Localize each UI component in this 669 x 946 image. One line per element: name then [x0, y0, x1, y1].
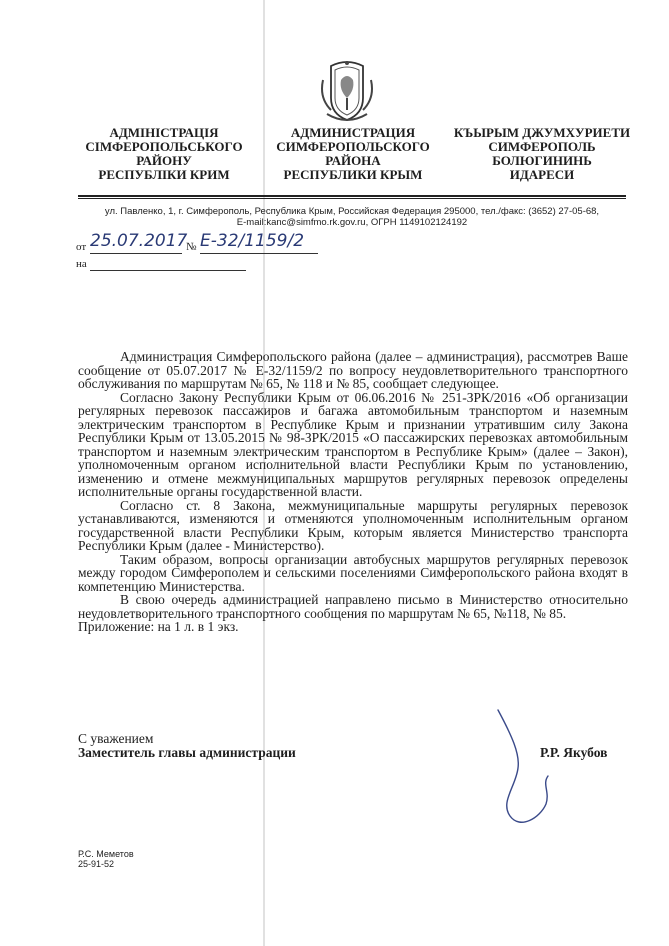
number-underline — [200, 253, 318, 254]
to-label: на — [76, 258, 87, 270]
handwritten-date: 25.07.2017 — [90, 231, 188, 251]
handwritten-number: Е-32/1159/2 — [200, 231, 305, 251]
executor-block — [78, 849, 134, 869]
header-line: СИМФЕРОПОЛЬСКОГО — [276, 139, 430, 154]
no-label: № — [186, 241, 197, 253]
signatory-title: Заместитель главы администрации — [78, 745, 296, 760]
header-line: СІМФЕРОПОЛЬСЬКОГО — [85, 139, 243, 154]
from-label: от — [76, 241, 87, 253]
header-line: БОЛЮГИНИНЬ — [492, 153, 592, 168]
header-line: АДМІНІСТРАЦІЯ — [109, 125, 219, 140]
letter-body — [78, 350, 628, 634]
header-rule-thick — [78, 195, 626, 197]
header-ukrainian — [64, 126, 264, 182]
paragraph: Согласно ст. 8 Закона, межмуниципальные маршруты регулярных перевозок устанавливаются, изменяются и отменяются уполномоченным исполнительным органом государственной власти Республики Крым, которым является Министерство транспорта Республики Крым (далее - Министерство). — [78, 497, 628, 553]
registration-to-row — [76, 258, 87, 270]
paragraph: Администрация Симферопольского района (далее – администрация), рассмотрев Ваше сообщение от 05.07.2017 № Е-32/1159/2 по вопросу неудовлетворительного транспортного обслуживания по маршрутам № 65, № 118 и № 85, сообщает следующее. — [78, 349, 628, 391]
signatory-name: Р.Р. Якубов — [540, 745, 608, 760]
closing-phrase: С уважением — [78, 731, 154, 746]
paragraph: В свою очередь администрацией направлено письмо в Министерство относительно неудовлетворительного транспортного сообщения по маршрутам № 65, №118, № 85. — [78, 592, 628, 621]
attachment-line: Приложение: на 1 л. в 1 экз. — [78, 619, 239, 634]
header-line: РЕСПУБЛИКИ КРЫМ — [283, 167, 423, 182]
header-line: РАЙОНУ — [136, 153, 192, 168]
header-line: РЕСПУБЛІКИ КРИМ — [98, 167, 230, 182]
paragraph: Таким образом, вопросы организации автобусных маршрутов регулярных перевозок между городом Симферополем и сельскими поселениями Симферопольского района входят в компетенцию Министерства. — [78, 551, 628, 594]
header-russian — [253, 126, 453, 182]
executor-name: Р.С. Меметов — [78, 849, 134, 859]
header-rule-thin — [78, 198, 626, 199]
header-line: АДМИНИСТРАЦИЯ — [290, 125, 416, 140]
header-line: СИМФЕРОПОЛЬ — [488, 139, 596, 154]
address-line: E-mail:kanc@simfmo.rk.gov.ru, ОГРН 1149102124192 — [236, 217, 468, 228]
header-crimean-tatar — [442, 126, 642, 182]
address-line: ул. Павленко, 1, г. Симферополь, Республика Крым, Российская Федерация 295000, тел./факс: (3652) 27-05-68, — [104, 206, 600, 217]
address-block — [78, 206, 626, 228]
header-line: КЪЫРЫМ ДЖУМХУРИЕТИ — [453, 125, 631, 140]
handwritten-signature-icon — [490, 706, 570, 838]
header-line: РАЙОНА — [325, 153, 381, 168]
header-line: ИДАРЕСИ — [509, 167, 575, 182]
crimea-coat-of-arms-icon — [319, 58, 375, 124]
date-underline — [90, 253, 182, 254]
executor-phone: 25-91-52 — [78, 859, 115, 869]
to-underline — [90, 270, 246, 271]
paragraph: Согласно Закону Республики Крым от 06.06.2016 № 251-ЗРК/2016 «Об организации регулярных перевозок пассажиров и багажа автомобильным транспортом и наземным электрическим транспортом в Республике Крым и признании утратившим силу Закона Республики Крым от 13.05.2015 № 98-ЗРК/2015 «О пассажирских перевозках автомобильным транспортом и наземным электрическим транспортом в Республике Крым» (далее – Закон), уполномоченным органом исполнительной власти Республики Крым по установлению, изменению и отмене межмуниципальных маршрутов регулярных перевозок определены исполнительные органы государственной власти. — [78, 389, 628, 499]
